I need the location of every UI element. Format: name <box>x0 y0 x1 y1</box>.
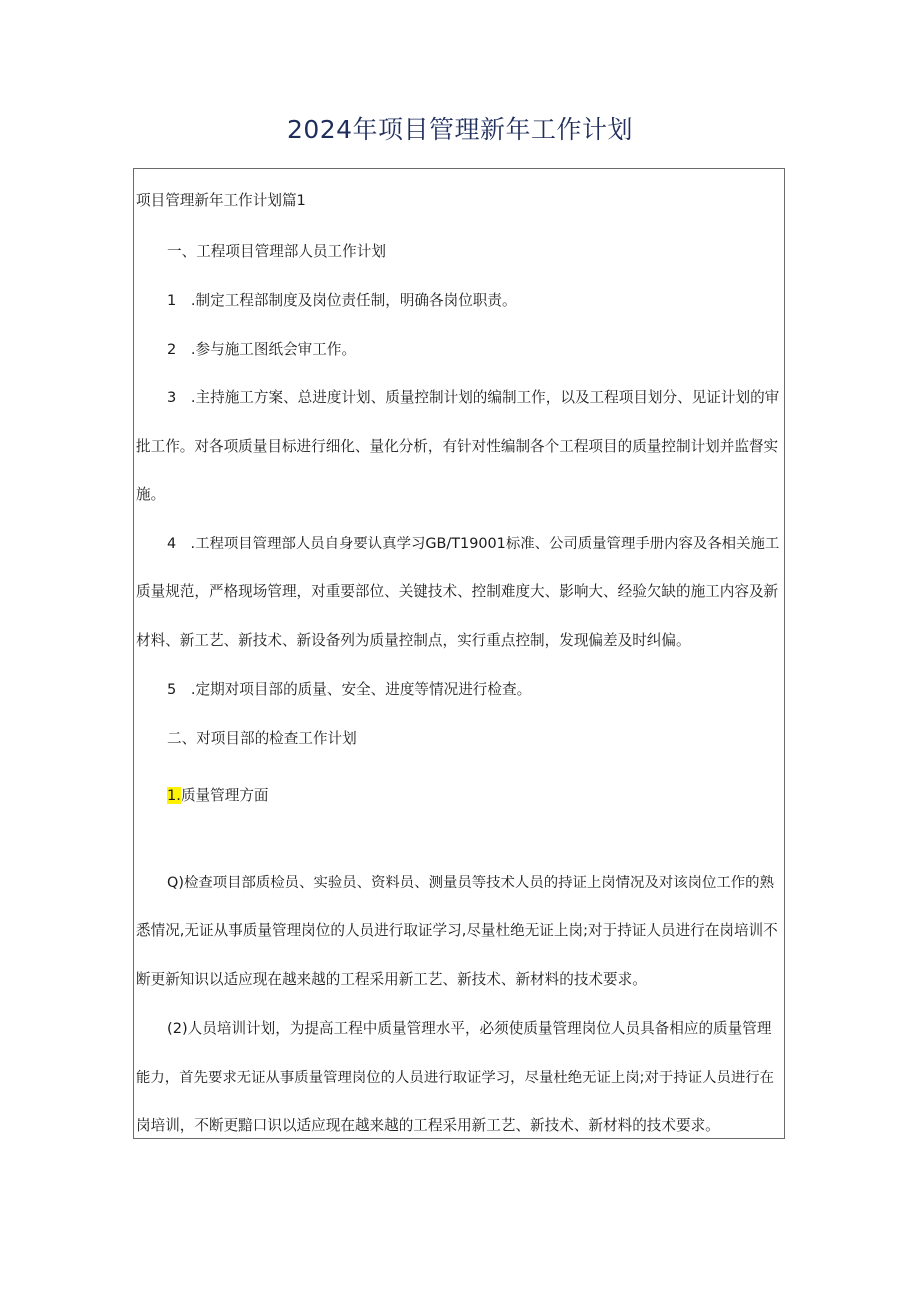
para-2-line-3: 岗培训，不断更黯口识以适应现在越来越的工程采用新工艺、新技术、新材料的技术要求。 <box>136 1117 720 1134</box>
para-2-line-2: 能力，首先要求无证从事质量管理岗位的人员进行取证学习，尽量杜绝无证上岗;对于持证人员进行在 <box>136 1070 775 1086</box>
subsection-1 <box>167 786 269 806</box>
para-1-line-2: 悉情况,无证从事质量管理岗位的人员进行取证学习,尽量杜绝无证上岗;对于持证人员进行在岗培训不 <box>136 922 778 939</box>
subsection-1-number: 1. <box>167 787 181 804</box>
content-box <box>133 168 785 1139</box>
subtitle: 项目管理新年工作计划篇1 <box>136 192 306 209</box>
para-1-line-3: 断更新知识以适应现在越来越的工程采用新工艺、新技术、新材料的技术要求。 <box>136 971 647 988</box>
subsection-1-text: 质量管理方面 <box>180 787 269 804</box>
item-2: 2 .参与施工图纸会审工作。 <box>167 341 357 358</box>
item-3-line-1: 3 .主持施工方案、总进度计划、质量控制计划的编制工作，以及工程项目划分、见证计划的审 <box>167 389 780 406</box>
item-4-line-3: 材料、新工艺、新技术、新设备列为质量控制点，实行重点控制，发现偏差及时纠偏。 <box>136 632 691 649</box>
section2-heading: 二、对项目部的检查工作计划 <box>167 730 357 747</box>
para-2-line-1: (2)人员培训计划，为提高工程中质量管理水平，必须使质量管理岗位人员具备相应的质量管理 <box>167 1020 772 1037</box>
item-4-line-2: 质量规范，严格现场管理，对重要部位、关键技术、控制难度大、影响大、经验欠缺的施工内容及新 <box>136 583 779 600</box>
section1-heading: 一、工程项目管理部人员工作计划 <box>167 243 386 260</box>
item-4-line-1: 4 .工程项目管理部人员自身要认真学习GB/T19001标准、公司质量管理手册内容及各相关施工 <box>167 536 780 552</box>
item-3-line-3: 施。 <box>136 486 166 503</box>
document-title: 2024年项目管理新年工作计划 <box>286 115 634 144</box>
item-1: 1 .制定工程部制度及岗位责任制，明确各岗位职责。 <box>167 292 517 309</box>
item-5: 5 .定期对项目部的质量、安全、进度等情况进行检查。 <box>167 681 532 698</box>
para-1-line-1: Q)检查项目部质检员、实验员、资料员、测量员等技术人员的持证上岗情况及对该岗位工作的熟 <box>167 875 774 891</box>
item-3-line-2: 批工作。对各项质量目标进行细化、量化分析，有针对性编制各个工程项目的质量控制计划并监督实 <box>136 438 779 455</box>
